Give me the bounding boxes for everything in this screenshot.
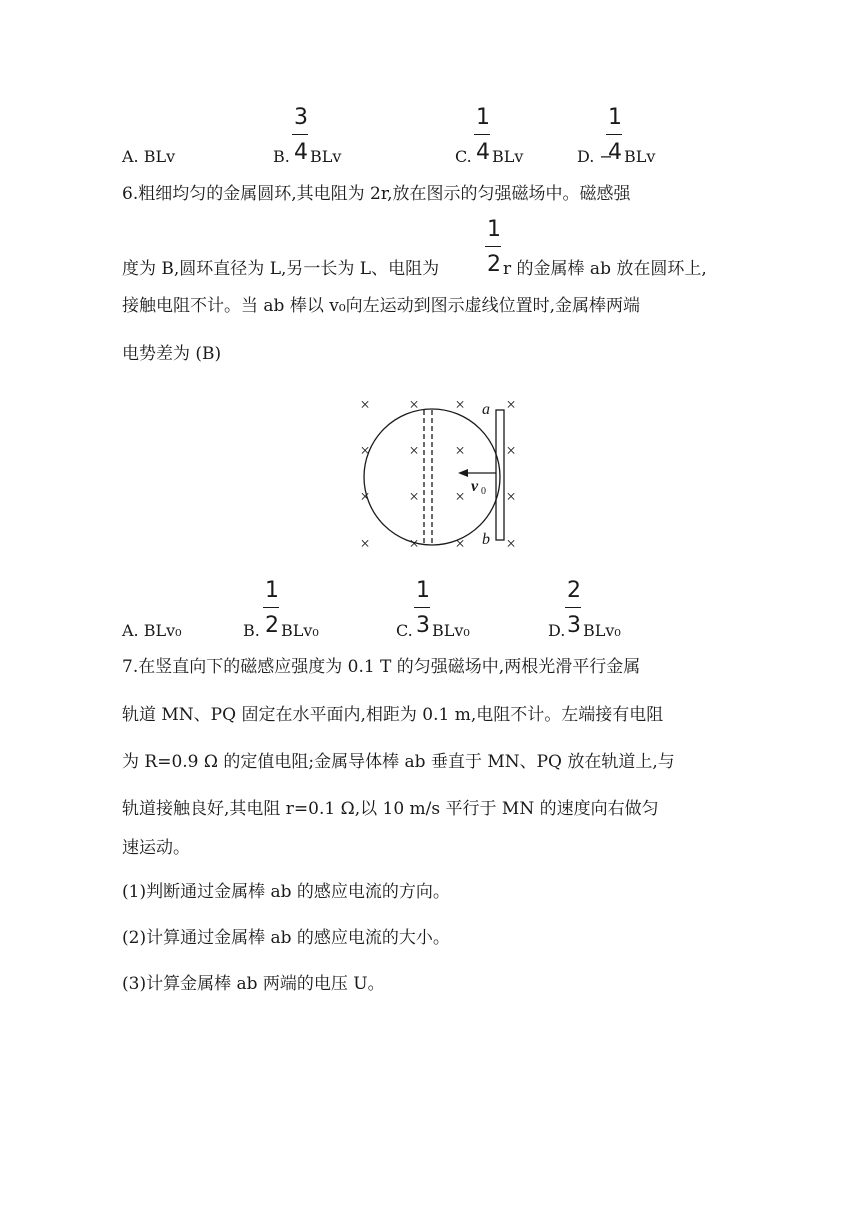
q6-inline-fraction-denominator: 2 [487, 252, 501, 277]
velocity-arrow-head [458, 469, 468, 477]
q5-option-b-denominator: 4 [294, 140, 308, 165]
q7-line-2: 轨道 MN、PQ 固定在水平面内,相距为 0.1 m,电阻不计。左端接有电阻 [122, 705, 664, 725]
q5-option-c-denominator: 4 [476, 140, 490, 165]
q6-option-d-numerator: 2 [567, 578, 581, 603]
q7-line-3: 为 R=0.9 Ω 的定值电阻;金属导体棒 ab 垂直于 MN、PQ 放在轨道上,与 [122, 752, 675, 772]
q5-option-b-label: B. [273, 147, 290, 166]
q7-line-4: 轨道接触良好,其电阻 r=0.1 Ω,以 10 m/s 平行于 MN 的速度向右做匀 [122, 799, 659, 819]
q5-option-b-tail: BLv [310, 147, 342, 166]
q5-option-c-fraction-bar [474, 134, 490, 135]
field-cross: × [455, 487, 465, 506]
q5-option-c-tail: BLv [492, 147, 524, 166]
q6-option-b-tail: BLv₀ [281, 621, 319, 640]
q6-option-c-label: C. [396, 621, 413, 640]
q6-option-d-fraction-bar [565, 607, 581, 608]
q5-option-c-numerator: 1 [476, 105, 490, 130]
q6-option-b-numerator: 1 [265, 578, 279, 603]
q6-line-2-post: r 的金属棒 ab 放在圆环上, [503, 259, 707, 279]
field-cross: × [360, 441, 370, 460]
field-cross: × [506, 534, 516, 553]
q5-option-d-numerator: 1 [608, 105, 622, 130]
q5-option-d-tail: BLv [624, 147, 656, 166]
q6-option-b-fraction-bar [263, 607, 279, 608]
q6-line-2-pre: 度为 B,圆环直径为 L,另一长为 L、电阻为 [122, 259, 440, 279]
q6-inline-fraction-bar [485, 246, 501, 247]
field-cross: × [455, 395, 465, 414]
q6-option-c-tail: BLv₀ [432, 621, 470, 640]
field-cross: × [360, 395, 370, 414]
label-a: a [482, 401, 490, 418]
field-cross: × [506, 395, 516, 414]
q5-option-d-denominator: 4 [608, 140, 622, 165]
q6-magnetic-field-figure [340, 390, 530, 560]
q5-option-d-label: D. − [577, 147, 613, 166]
q7-line-1: 7.在竖直向下的磁感应强度为 0.1 T 的匀强磁场中,两根光滑平行金属 [122, 657, 641, 677]
label-v0-subscript: 0 [481, 486, 486, 497]
q7-line-5: 速运动。 [122, 838, 190, 858]
q5-option-c-label: C. [455, 147, 472, 166]
field-cross: × [455, 441, 465, 460]
label-v0: v [471, 478, 479, 495]
q5-option-a: A. BLv [122, 147, 176, 166]
field-cross: × [360, 487, 370, 506]
field-cross: × [409, 534, 419, 553]
q6-option-d-denominator: 3 [567, 613, 581, 638]
q6-option-b-label: B. [243, 621, 260, 640]
field-cross: × [360, 534, 370, 553]
q6-option-d-label: D. [548, 621, 566, 640]
q5-option-d-fraction-bar [606, 134, 622, 135]
q6-option-a: A. BLv₀ [122, 621, 182, 640]
field-cross: × [409, 441, 419, 460]
field-cross: × [409, 487, 419, 506]
q6-option-c-fraction-bar [414, 607, 430, 608]
q6-option-d-tail: BLv₀ [583, 621, 621, 640]
q7-subquestion-3: (3)计算金属棒 ab 两端的电压 U。 [122, 974, 385, 994]
q5-option-b-fraction-bar [292, 134, 308, 135]
q6-option-b-denominator: 2 [265, 613, 279, 638]
q5-option-b-numerator: 3 [294, 105, 308, 130]
q6-line-4: 电势差为 (B) [122, 344, 222, 364]
q6-option-c-numerator: 1 [416, 578, 430, 603]
field-cross: × [506, 441, 516, 460]
q7-subquestion-2: (2)计算通过金属棒 ab 的感应电流的大小。 [122, 928, 450, 948]
q6-inline-fraction-numerator: 1 [487, 217, 501, 242]
q6-line-1: 6.粗细均匀的金属圆环,其电阻为 2r,放在图示的匀强磁场中。磁感强 [122, 184, 631, 204]
q6-line-3: 接触电阻不计。当 ab 棒以 v₀向左运动到图示虚线位置时,金属棒两端 [122, 296, 641, 316]
q7-subquestion-1: (1)判断通过金属棒 ab 的感应电流的方向。 [122, 882, 450, 902]
field-cross: × [506, 487, 516, 506]
q6-option-c-denominator: 3 [416, 613, 430, 638]
label-b: b [482, 531, 490, 548]
field-cross: × [409, 395, 419, 414]
field-cross: × [455, 534, 465, 553]
